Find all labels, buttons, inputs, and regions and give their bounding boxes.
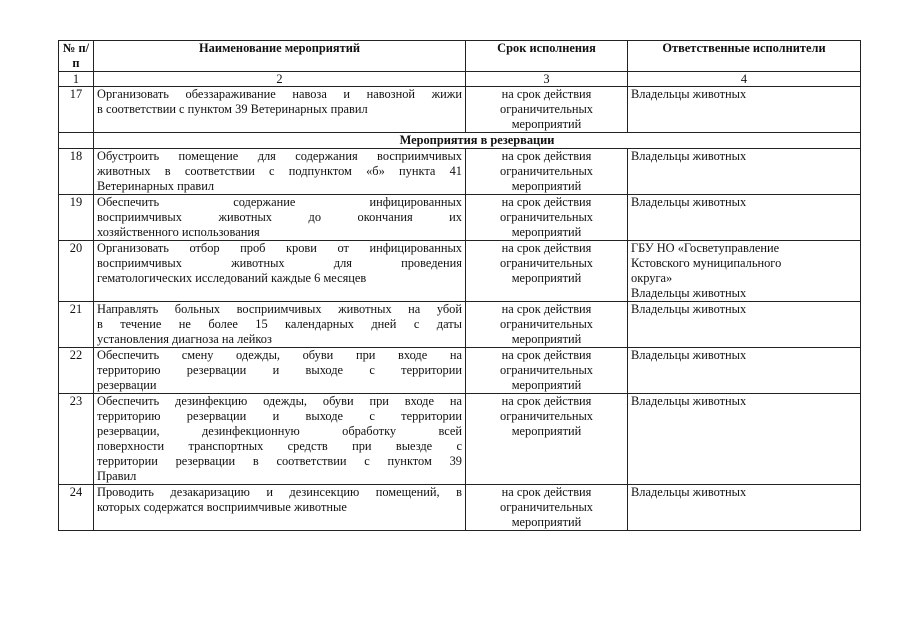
column-index: 4 [628,72,861,87]
text-line: Владельцы животных [631,302,747,316]
text-line: ограничительных [500,256,593,270]
measure-text [94,149,466,195]
text-line: восприимчивых животных до окончания их [97,210,462,224]
table-row [59,348,861,394]
measure-text [94,485,466,531]
table-row [59,149,861,195]
text-line: установления диагноза на лейкоз [97,332,272,346]
text-line: резервации, дезинфекционную обработку всей [97,424,462,438]
row-number: 18 [59,149,94,195]
row-number: 19 [59,195,94,241]
text-line: ограничительных [500,317,593,331]
text-line: мероприятий [511,271,582,285]
text-line: Проводить дезакаризацию и дезинсекцию помещений, в [97,485,462,499]
measure-text [94,348,466,394]
responsible-text [628,394,861,485]
text-line: на срок действия [501,241,592,255]
responsible-text [628,195,861,241]
table-row [59,302,861,348]
text-line: которых содержатся восприимчивые животные [97,500,347,514]
text-line: территорию резервации и выходе с территории [97,409,462,423]
text-line: Владельцы животных [631,348,747,362]
term-text [466,394,628,485]
text-line: на срок действия [501,195,592,209]
text-line: Ветеринарных правил [97,179,215,193]
text-line: Владельцы животных [631,485,747,499]
text-line: мероприятий [511,332,582,346]
header-name: Наименование мероприятий [94,41,466,72]
text-line: поверхности транспортных средств при выезде с [97,439,462,453]
section-num-cell [59,133,94,149]
text-line: ограничительных [500,500,593,514]
text-line: Кстовского муниципального [631,256,782,270]
text-line: Владельцы животных [631,149,747,163]
header-row [59,41,861,72]
responsible-text [628,302,861,348]
table-row [59,241,861,302]
text-line: территорию резервации и выходе с территории [97,363,462,377]
responsible-text [628,241,861,302]
term-text [466,302,628,348]
text-line: ограничительных [500,363,593,377]
text-line: мероприятий [511,225,582,239]
text-line: гематологических исследований каждые 6 месяцев [97,271,367,285]
term-text [466,348,628,394]
text-line: Организовать обеззараживание навоза и навозной жижи [97,87,462,101]
row-number: 20 [59,241,94,302]
term-text [466,87,628,133]
responsible-text [628,348,861,394]
table-row [59,195,861,241]
text-line: животных в соответствии с подпунктом «б» пункта 41 [97,164,462,178]
term-text [466,241,628,302]
responsible-text [628,87,861,133]
text-line: ГБУ НО «Госветуправление [631,241,780,255]
text-line: Обеспечить смену одежды, обуви при входе на [97,348,462,362]
row-number: 23 [59,394,94,485]
measure-text [94,87,466,133]
column-index: 2 [94,72,466,87]
section-title: Мероприятия в резервации [94,133,861,149]
text-line: Владельцы животных [631,195,747,209]
column-index-row [59,72,861,87]
text-line: Обеспечить дезинфекцию одежды, обуви при входе на [97,394,462,408]
text-line: Обеспечить содержание инфицированных [97,195,462,209]
row-number: 24 [59,485,94,531]
text-line: мероприятий [511,179,582,193]
term-text [466,485,628,531]
text-line: ограничительных [500,210,593,224]
row-number: 22 [59,348,94,394]
text-line: на срок действия [501,348,592,362]
text-line: Владельцы животных [631,286,747,300]
measure-text [94,241,466,302]
section-row [59,133,861,149]
row-number: 17 [59,87,94,133]
text-line: территории резервации в соответствии с пунктом 39 [97,454,462,468]
text-line: ограничительных [500,102,593,116]
text-line: хозяйственного использования [97,225,260,239]
text-line: на срок действия [501,87,592,101]
text-line: Владельцы животных [631,87,747,101]
text-line: мероприятий [511,117,582,131]
text-line: мероприятий [511,515,582,529]
text-line: резервации [97,378,157,392]
row-number: 21 [59,302,94,348]
text-line: Направлять больных восприимчивых животных на убой [97,302,462,316]
text-line: Обустроить помещение для содержания восприимчивых [97,149,462,163]
measure-text [94,394,466,485]
text-line: Организовать отбор проб крови от инфицированных [97,241,462,255]
term-text [466,195,628,241]
measure-text [94,195,466,241]
text-line: на срок действия [501,149,592,163]
header-term: Срок исполнения [466,41,628,72]
measures-table [58,40,861,531]
text-line: мероприятий [511,378,582,392]
text-line: на срок действия [501,485,592,499]
column-index: 3 [466,72,628,87]
table-row [59,485,861,531]
column-index: 1 [59,72,94,87]
responsible-text [628,485,861,531]
text-line: на срок действия [501,302,592,316]
text-line: ограничительных [500,164,593,178]
text-line: Владельцы животных [631,394,747,408]
term-text [466,149,628,195]
text-line: восприимчивых животных для проведения [97,256,462,270]
measure-text [94,302,466,348]
table-row [59,394,861,485]
responsible-text [628,149,861,195]
header-resp: Ответственные исполнители [628,41,861,72]
text-line: в течение не более 15 календарных дней с даты [97,317,462,331]
header-num: № п/п [59,41,94,72]
table-row [59,87,861,133]
text-line: в соответствии с пунктом 39 Ветеринарных правил [97,102,368,116]
text-line: Правил [97,469,137,483]
text-line: ограничительных [500,409,593,423]
text-line: мероприятий [511,424,582,438]
text-line: округа» [631,271,673,285]
text-line: на срок действия [501,394,592,408]
